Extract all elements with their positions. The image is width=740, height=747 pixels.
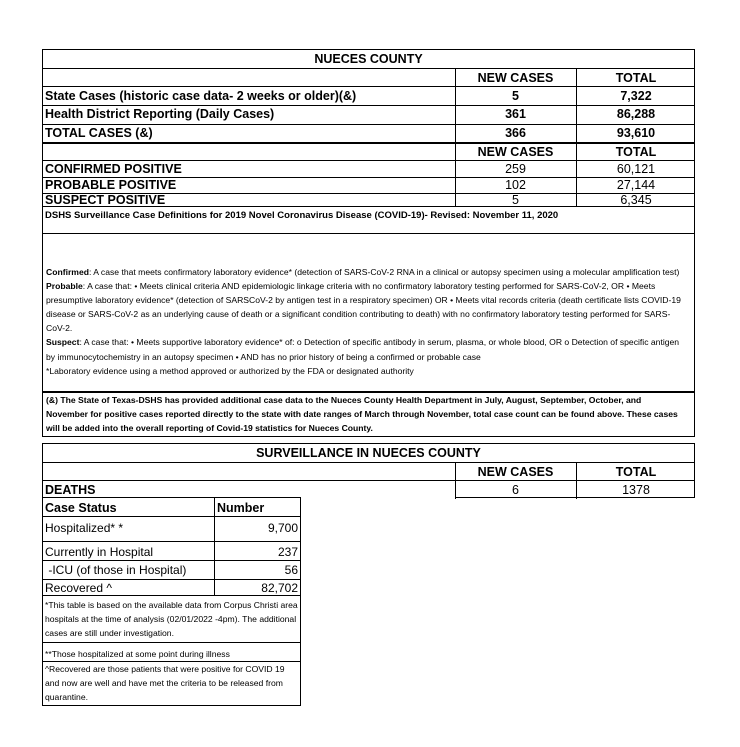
- row-label-probable: PROBABLE POSITIVE: [45, 178, 177, 192]
- row-new-suspect: 5: [512, 193, 519, 207]
- deaths-new: 6: [512, 483, 519, 497]
- row-new-probable: 102: [505, 178, 526, 192]
- table-title: NUECES COUNTY: [314, 52, 423, 66]
- lab-evidence-note: *Laboratory evidence using a method approved or authorized by the FDA or designated authority: [46, 365, 414, 376]
- hospitalized-value: 9,700: [267, 521, 298, 535]
- state-data-note: (&) The State of Texas-DSHS has provided additional case data to the Nueces County Health Department in July, August, September, October, and November for positive cases reported directly to the state with date ranges of March through November, total case count can be found above. These cases will be added into the overall reporting of Covid-19 statistics for Nueces County.: [46, 395, 678, 434]
- currently-in-hospital-label: Currently in Hospital: [45, 545, 154, 559]
- row-total-probable: 27,144: [616, 178, 656, 192]
- row-total-state-cases: 7,322: [620, 89, 652, 103]
- recovered-note: ^Recovered are those patients that were positive for COVID 19 and now are well and have met the criteria to be released from quarantine.: [45, 664, 285, 703]
- row-new-confirmed: 259: [505, 162, 526, 176]
- dshs-definitions-line: DSHS Surveillance Case Definitions for 2019 Novel Coronavirus Disease (COVID-19)- Revised: November 11, 2020: [45, 210, 559, 221]
- row-label-health-district: Health District Reporting (Daily Cases): [45, 107, 275, 121]
- surveillance-table: [42, 443, 695, 498]
- recovered-label: Recovered ^: [45, 581, 112, 595]
- row-new-state-cases: 5: [512, 89, 519, 103]
- number-header: Number: [217, 501, 265, 515]
- row-label-confirmed: CONFIRMED POSITIVE: [45, 162, 182, 176]
- total-header: TOTAL: [615, 71, 657, 85]
- case-definitions: [46, 265, 688, 378]
- row-label-total-cases: TOTAL CASES (&): [45, 126, 153, 140]
- hospitalized-label: Hospitalized* *: [45, 521, 124, 535]
- hospitalized-note: **Those hospitalized at some point during illness: [45, 649, 230, 659]
- hospital-data-note: *This table is based on the available data from Corpus Christi area hospitals at the time of analysis (02/01/2022 -4pm). The additional cases are still under investigation.: [45, 600, 298, 639]
- row-new-total-cases: 366: [505, 126, 526, 140]
- nueces-county-table: [42, 49, 695, 437]
- surveillance-new-cases-header: NEW CASES: [477, 465, 554, 479]
- icu-value: 56: [284, 563, 298, 577]
- total-header-2: TOTAL: [615, 145, 657, 159]
- row-total-confirmed: 60,121: [616, 162, 656, 176]
- suspect-definition: Suspect: A case that: • Meets supportive laboratory evidence* of: o Detection of specific antibody in serum, plasma, or whole blood, OR o Detection of specific antigen by immunocytochemistry in an autopsy specimen • AND has no prior history of being a confirmed or probable case: [46, 337, 680, 362]
- new-cases-header: NEW CASES: [477, 71, 554, 85]
- currently-in-hospital-value: 237: [277, 545, 298, 559]
- deaths-label: DEATHS: [45, 483, 96, 497]
- case-status-table: [42, 497, 301, 706]
- row-total-total-cases: 93,610: [616, 126, 656, 140]
- surveillance-total-header: TOTAL: [615, 465, 657, 479]
- case-status-header: Case Status: [45, 501, 117, 515]
- row-label-state-cases: State Cases (historic case data- 2 weeks or older)(&): [45, 89, 357, 103]
- deaths-total: 1378: [622, 483, 650, 497]
- row-total-health-district: 86,288: [616, 107, 656, 121]
- confirmed-definition: Confirmed: A case that meets confirmatory laboratory evidence* (detection of SARS-CoV-2 RNA in a clinical or autopsy specimen using a molecular amplification test): [46, 267, 680, 277]
- row-label-suspect: SUSPECT POSITIVE: [45, 193, 166, 207]
- row-total-suspect: 6,345: [620, 193, 652, 207]
- new-cases-header-2: NEW CASES: [477, 145, 554, 159]
- row-new-health-district: 361: [505, 107, 526, 121]
- recovered-value: 82,702: [261, 581, 298, 595]
- surveillance-title: SURVEILLANCE IN NUECES COUNTY: [256, 446, 481, 460]
- probable-definition: Probable: A case that: • Meets clinical criteria AND epidemiologic linkage criteria with no confirmatory laboratory testing performed for SARS-CoV-2, OR • Meets presumptive laboratory evidence* (detection of SARSCoV-2 by antigen test in a respiratory specimen) OR • Meets vital records criteria (death certificate lists COVID-19 disease or SARS-CoV-2 as an underlying cause of death or a significant condition contributing to death) with no confirmatory laboratory testing performed for SARS-CoV-2.: [46, 281, 681, 334]
- icu-label: -ICU (of those in Hospital): [45, 563, 187, 577]
